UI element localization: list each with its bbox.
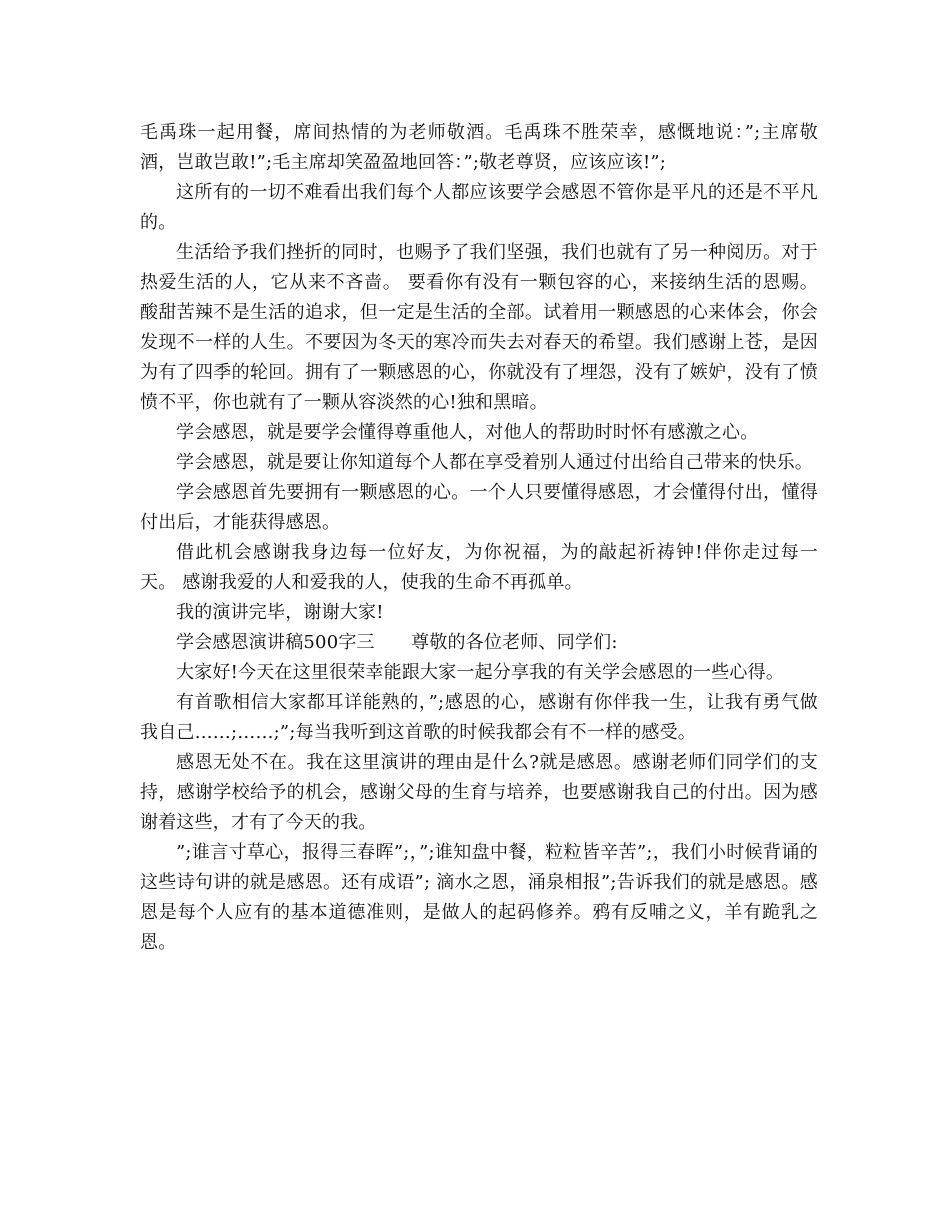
paragraph-3: 生活给予我们挫折的同时，也赐予了我们坚强，我们也就有了另一种阅历。对于热爱生活的人，它从来不吝啬。 要看你有没有一颗包容的心，来接纳生活的恩赐。酸甜苦辣不是生活的追求，但一定是生活的全部。试着用一颗感恩的心来体会，你会发现不一样的人生。不要因为冬天的寒冷而失去对春天的希望。我们感谢上苍，是因为有了四季的轮回。拥有了一颗感恩的心，你就没有了埋怨，没有了嫉妒，没有了愤愤不平，你也就有了一颗从容淡然的心!独和黑暗。 bbox=[140, 242, 818, 413]
paragraph-12: 感恩无处不在。我在这里演讲的理由是什么?就是感恩。感谢老师们同学们的支持，感谢学校给予的机会，感谢父母的生育与培养，也要感谢我自己的付出。因为感谢着这些，才有了今天的我。 bbox=[140, 752, 818, 833]
paragraph-2: 这所有的一切不难看出我们每个人都应该要学会感恩不管你是平凡的还是不平凡的。 bbox=[140, 182, 818, 233]
paragraph-8: 我的演讲完毕，谢谢大家! bbox=[176, 602, 384, 623]
paragraph-6: 学会感恩首先要拥有一颗感恩的心。一个人只要懂得感恩，才会懂得付出，懂得付出后，才能获得感恩。 bbox=[140, 482, 818, 533]
paragraph-5: 学会感恩，就是要让你知道每个人都在享受着别人通过付出给自己带来的快乐。 bbox=[176, 452, 813, 473]
paragraph-4: 学会感恩，就是要学会懂得尊重他人，对他人的帮助时时怀有感激之心。 bbox=[176, 422, 759, 443]
paragraph-11: 有首歌相信大家都耳详能熟的，”;感恩的心，感谢有你伴我一生，让我有勇气做我自己……;……;”;每当我听到这首歌的时候我都会有不一样的感受。 bbox=[140, 692, 818, 743]
document-body bbox=[140, 118, 818, 958]
speech-heading-line: 学会感恩演讲稿500字三 尊敬的各位老师、同学们: bbox=[176, 632, 618, 653]
paragraph-10: 大家好!今天在这里很荣幸能跟大家一起分享我的有关学会感恩的一些心得。 bbox=[176, 662, 785, 683]
paragraph-1: 毛禹珠一起用餐，席间热情的为老师敬酒。毛禹珠不胜荣幸，感慨地说：”;主席敬酒，岂敢岂敢!”;毛主席却笑盈盈地回答：”;敬老尊贤，应该应该!”; bbox=[140, 122, 818, 173]
paragraph-7: 借此机会感谢我身边每一位好友，为你祝福，为的敲起祈祷钟!伴你走过每一天。 感谢我爱的人和爱我的人，使我的生命不再孤单。 bbox=[140, 542, 818, 593]
paragraph-13: ”;谁言寸草心，报得三春晖”;，”;谁知盘中餐，粒粒皆辛苦”;，我们小时候背诵的这些诗句讲的就是感恩。还有成语”; 滴水之恩，涌泉相报”;告诉我们的就是感恩。感恩是每个人应有的基本道德准则，是做人的起码修养。鸦有反哺之义，羊有跪乳之恩。 bbox=[140, 842, 818, 953]
